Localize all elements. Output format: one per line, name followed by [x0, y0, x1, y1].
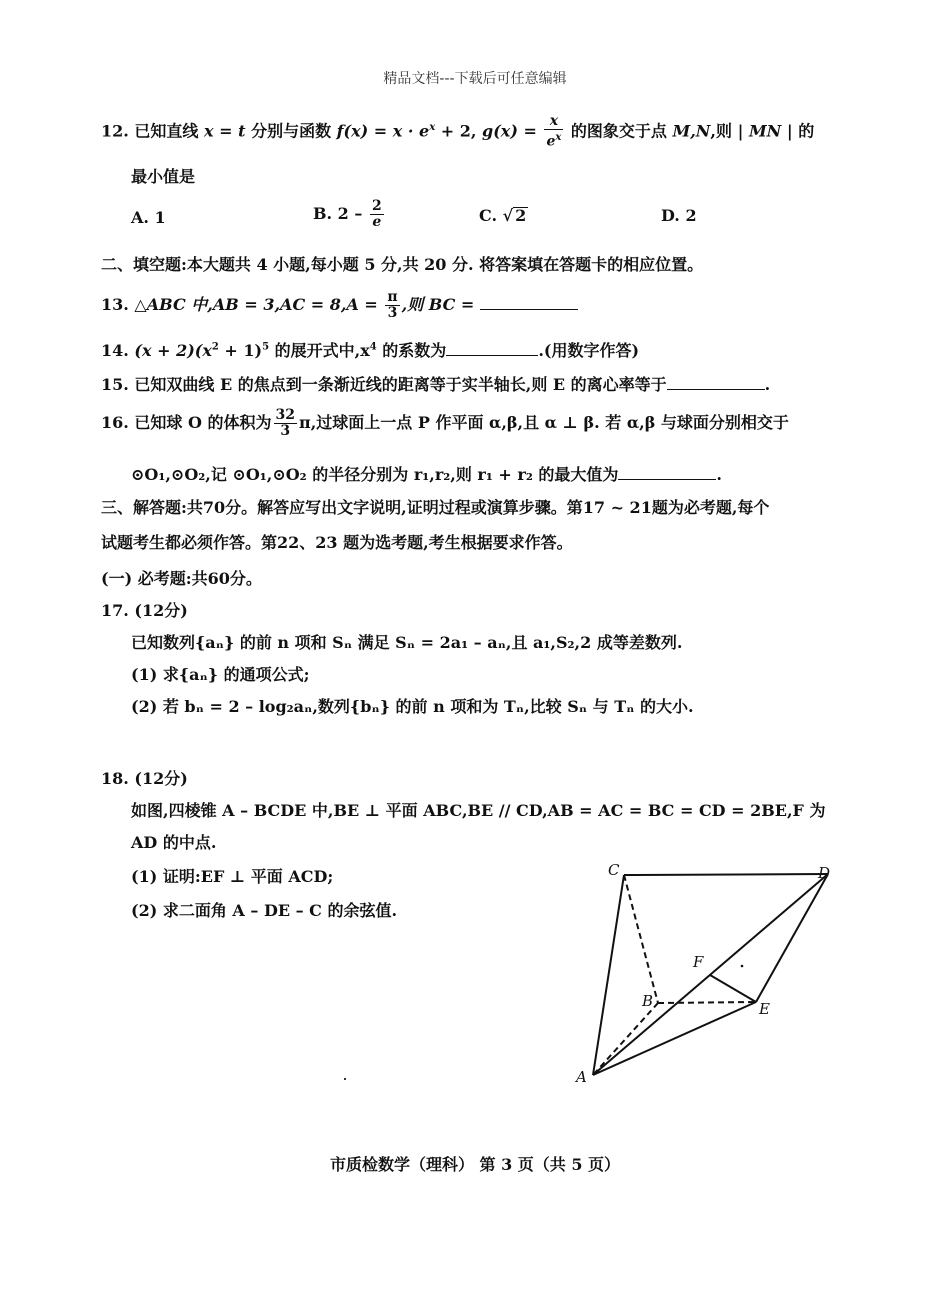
edge-ae — [593, 1002, 756, 1075]
q12-line2: 最小值是 — [131, 167, 196, 186]
q13 — [101, 290, 578, 321]
q12-option-c-pre: C. — [479, 206, 498, 225]
q12-f-exp: x — [429, 122, 436, 133]
edge-cd — [624, 874, 828, 875]
q12-g-num: x — [544, 114, 563, 130]
q16-text-a: 已知球 O 的体积为 — [134, 413, 272, 432]
q16-text-b: π,过球面上一点 P 作平面 α,β,且 α ⊥ β. 若 α,β 与球面分别相交于 — [299, 413, 789, 432]
q18-statement-2: AD 的中点. — [131, 833, 217, 852]
q13-frac-num: π — [387, 289, 398, 305]
q18-part1: (1) 证明:EF ⊥ 平面 ACD; — [131, 867, 334, 886]
q16-fraction — [274, 408, 297, 439]
q12-option-b-pre: B. 2 – — [313, 204, 363, 223]
q13-fraction — [385, 290, 399, 321]
part-1-title: (一) 必考题:共60分。 — [101, 569, 262, 588]
q13-text-b: ,则 BC = — [401, 295, 475, 314]
q12-text-e: 的 — [798, 121, 815, 141]
sqrt-icon: √ — [502, 206, 514, 225]
figure-speck — [741, 965, 744, 968]
q15-answer-blank[interactable] — [667, 375, 765, 390]
q12-text-d: ,则 — [710, 121, 732, 141]
section-2-title: 二、填空题:本大题共 4 小题,每小题 5 分,共 20 分. 将答案填在答题卡的相应位置。 — [101, 255, 704, 274]
edge-ca — [593, 875, 624, 1075]
q13-frac-den: 3 — [387, 305, 398, 321]
edge-cb-hidden — [624, 875, 658, 1003]
q12-option-b-fraction — [370, 199, 384, 230]
q12-option-b-den: e — [372, 214, 382, 230]
q16-frac-num: 32 — [275, 407, 295, 423]
page-header: 精品文档---下载后可任意编辑 — [383, 71, 567, 87]
q13-number: 13. — [101, 295, 129, 314]
q16-frac-den: 3 — [280, 423, 291, 439]
q12-line1 — [101, 114, 814, 150]
q14-text-c: 的展开式中,x — [269, 341, 370, 360]
q12-g-den: $e^x$ — [546, 132, 562, 150]
q16-answer-blank[interactable] — [618, 465, 716, 480]
label-a: A — [576, 1068, 587, 1086]
q12-text-c: 的图象交于点 — [570, 121, 667, 141]
label-f: F — [693, 953, 704, 971]
label-c: C — [608, 861, 620, 879]
q14-answer-blank[interactable] — [446, 341, 538, 356]
label-b: B — [642, 992, 654, 1010]
q13-answer-blank[interactable] — [480, 295, 578, 310]
q12-option-c-radicand: 2 — [515, 206, 527, 225]
q16-line1 — [101, 408, 789, 439]
q18-statement: 如图,四棱锥 A – BCDE 中,BE ⊥ 平面 ABC,BE // CD,AB = AC = BC = CD = 2BE,F 为 — [131, 801, 826, 820]
q14-exp4: 4 — [369, 341, 377, 353]
label-d: D — [818, 864, 831, 882]
q15-end: . — [764, 375, 771, 394]
q12-option-d: D. 2 — [661, 206, 697, 225]
q12-option-a: A. 1 — [131, 208, 166, 227]
q12-option-b — [313, 199, 386, 230]
scan-speck — [344, 1078, 346, 1080]
edge-de — [756, 874, 828, 1002]
q12-line-eq: x = t — [204, 121, 246, 141]
q12-g-fraction — [544, 114, 563, 150]
q12-text-a: 已知直线 — [134, 121, 199, 141]
q14-text-d: 的系数为 — [376, 341, 447, 360]
q14-text-e: .(用数字作答) — [538, 341, 640, 360]
q12-mn: | MN | — [737, 121, 793, 141]
page-footer: 市质检数学（理科） 第 3 页（共 5 页） — [329, 1155, 621, 1174]
q12-g-def: g(x) = — [482, 121, 537, 141]
q17-part1: (1) 求{aₙ} 的通项公式; — [131, 665, 310, 684]
section-3-line2: 试题考生都必须作答。第22、23 题为选考题,考生根据要求作答。 — [101, 533, 573, 552]
pyramid-figure — [560, 850, 850, 1100]
q13-text-a: △ABC 中,AB = 3,AC = 8,A = — [134, 295, 378, 314]
edge-be-hidden — [658, 1002, 756, 1003]
label-e: E — [759, 1000, 770, 1018]
q14-text-b: + 1) — [218, 341, 263, 360]
q14-number: 14. — [101, 341, 129, 360]
q12-f-tail: + 2, — [435, 121, 477, 141]
q16-line2 — [131, 462, 722, 485]
q15-number: 15. — [101, 375, 129, 394]
q12-points: M,N — [672, 121, 711, 141]
q15-text: 已知双曲线 E 的焦点到一条渐近线的距离等于实半轴长,则 E 的离心率等于 — [134, 375, 667, 394]
q18-heading: 18. (12分) — [101, 769, 188, 788]
q15 — [101, 372, 770, 395]
q12-option-c — [479, 206, 528, 225]
q16-number: 16. — [101, 413, 129, 432]
q12-number: 12. — [101, 121, 129, 141]
q18-part2: (2) 求二面角 A – DE – C 的余弦值. — [131, 901, 398, 920]
q14-text-a: (x + 2)(x — [134, 341, 212, 360]
q16-end: . — [716, 465, 722, 484]
q12-f-def: f(x) = x · e — [336, 121, 430, 141]
q17-heading: 17. (12分) — [101, 601, 188, 620]
q12-option-b-num: 2 — [371, 198, 382, 214]
q12-text-b: 分别与函数 — [251, 121, 332, 141]
section-3-line1: 三、解答题:共70分。解答应写出文字说明,证明过程或演算步骤。第17 ~ 21题为必考题,每个 — [101, 498, 770, 517]
q16-line2-text: ⊙O₁,⊙O₂,记 ⊙O₁,⊙O₂ 的半径分别为 r₁,r₂,则 r₁ + r₂ 的最大值为 — [131, 465, 619, 484]
q17-statement: 已知数列{aₙ} 的前 n 项和 Sₙ 满足 Sₙ = 2a₁ – aₙ,且 a₁,S₂,2 成等差数列. — [131, 633, 683, 652]
q17-part2: (2) 若 bₙ = 2 – log₂aₙ,数列{bₙ} 的前 n 项和为 Tₙ,比较 Sₙ 与 Tₙ 的大小. — [131, 697, 694, 716]
q14-exp5: 5 — [262, 341, 270, 353]
q14 — [101, 338, 639, 361]
edge-fe — [710, 975, 756, 1002]
q14-exp2: 2 — [211, 341, 219, 353]
